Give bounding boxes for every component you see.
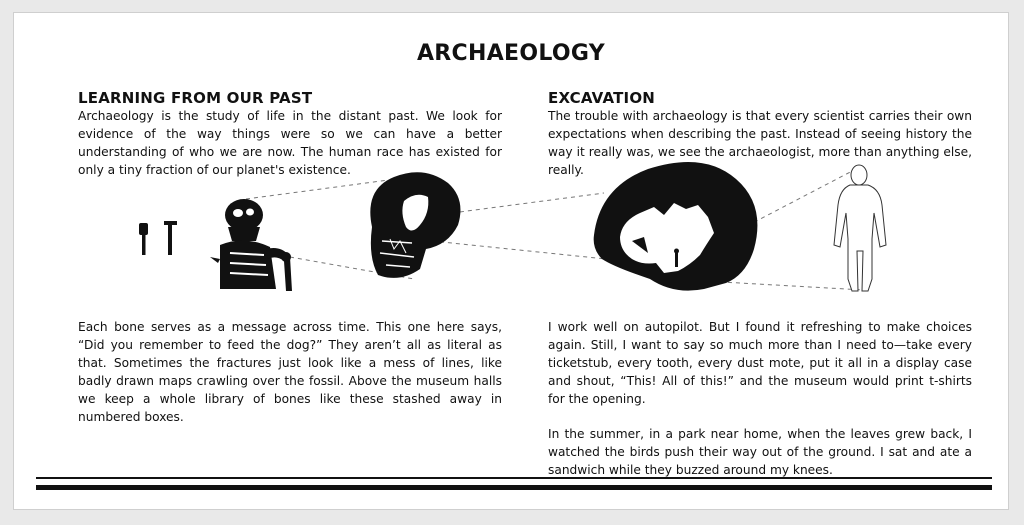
skeleton-icon xyxy=(210,199,292,291)
page-title: ARCHAEOLOGY xyxy=(416,41,606,66)
tools-icon xyxy=(139,221,177,255)
dashed-connectors xyxy=(246,169,864,290)
right-intro-paragraph: The trouble with archaeology is that every scientist carries their own expectations when describing the past. Instead of seeing history the way it really was, we see the archaeologist, more than anything else, really. xyxy=(548,109,972,177)
right-body-paragraph-1: I work well on autopilot. But I found it refreshing to make choices again. Still, I want to say so much more than I need to—take every ticketstub, every tooth, every dust mote, put it all in a display case and shout, “This! All of this!” and the museum would print t-shirts for the opening. xyxy=(548,320,972,406)
divider-thin xyxy=(36,477,992,479)
skull-icon xyxy=(370,172,460,278)
divider-thick xyxy=(36,485,992,490)
left-section-heading: LEARNING FROM OUR PAST xyxy=(78,89,313,107)
left-intro-paragraph: Archaeology is the study of life in the distant past. We look for evidence of the way things were so we can have a better understanding of who we are now. The human race has existed for only a tiny fraction of our planet's existence. xyxy=(78,109,502,177)
left-body-paragraph: Each bone serves as a message across time. This one here says, “Did you remember to feed the dog?” They aren’t all as literal as that. Sometimes the fractures just look like a mess of lines, like badly drawn maps crawling over the fossil. Above the museum halls we keep a whole library of bones like these stashed away in numbered boxes. xyxy=(78,320,502,424)
right-section-heading: EXCAVATION xyxy=(548,89,656,107)
poster-card xyxy=(13,12,1009,510)
human-figure-icon xyxy=(834,165,886,291)
cave-icon xyxy=(594,162,758,291)
right-body-paragraph-2: In the summer, in a park near home, when the leaves grew back, I watched the birds push their way out of the ground. I sat and ate a sandwich while they buzzed around my knees. xyxy=(548,427,972,477)
